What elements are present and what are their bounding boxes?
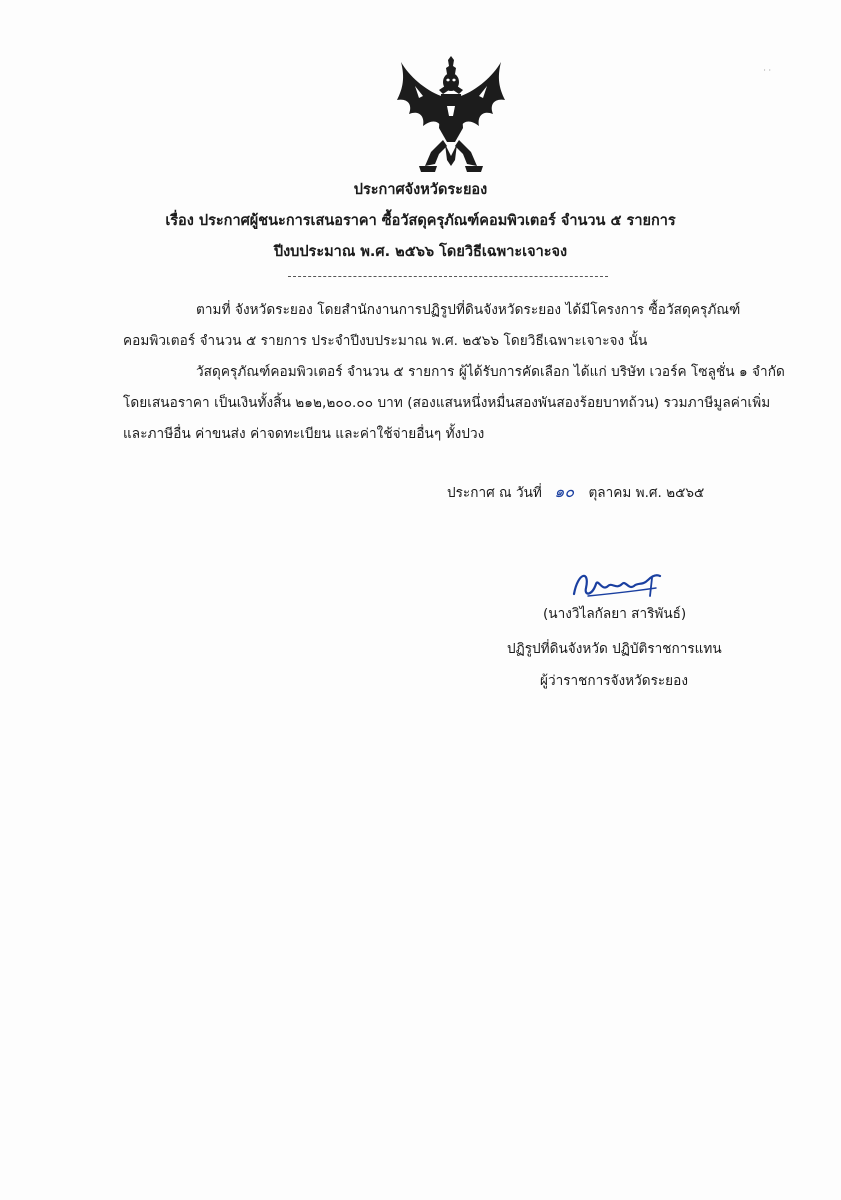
body-paragraph-2-line-2: โดยเสนอราคา เป็นเงินทั้งสิ้น ๒๑๒,๒๐๐.๐๐ บาท (สองแสนหนึ่งหมื่นสองพันสองร้อยบาทถ้วน) รวมภาษีมูลค่าเพิ่ม <box>123 395 771 411</box>
date-prefix: ประกาศ ณ วันที่ <box>447 485 542 501</box>
announcement-subject-line2: ปีงบประมาณ พ.ศ. ๒๕๖๖ โดยวิธีเฉพาะเจาะจง <box>273 244 568 260</box>
announcement-title: ประกาศจังหวัดระยอง <box>353 182 488 198</box>
announcement-subject: เรื่อง ประกาศผู้ชนะการเสนอราคา ซื้อวัสดุครุภัณฑ์คอมพิวเตอร์ จำนวน ๕ รายการ <box>165 213 676 229</box>
body-paragraph-2-line-1: วัสดุครุภัณฑ์คอมพิวเตอร์ จำนวน ๕ รายการ ผู้ได้รับการคัดเลือก ได้แก่ บริษัท เวอร์ค โซลูชั่น ๑ จำกัด <box>196 364 785 380</box>
handwritten-signature <box>568 566 664 604</box>
scan-speck: · · <box>763 66 771 75</box>
body-paragraph-1-line-2: คอมพิวเตอร์ จำนวน ๕ รายการ ประจำปีงบประมาณ พ.ศ. ๒๕๖๖ โดยวิธีเฉพาะเจาะจง นั้น <box>123 333 648 349</box>
date-day-handwritten: ๑๐ <box>554 482 575 501</box>
header-divider <box>288 276 608 277</box>
signatory-position-line-1: ปฏิรูปที่ดินจังหวัด ปฏิบัติราชการแทน <box>507 641 722 657</box>
body-paragraph-2-line-3: และภาษีอื่น ค่าขนส่ง ค่าจดทะเบียน และค่าใช้จ่ายอื่นๆ ทั้งปวง <box>123 426 485 442</box>
signatory-name: (นางวิไลกัลยา สาริพันธ์) <box>543 606 687 622</box>
announcement-date <box>447 480 704 505</box>
date-month-year: ตุลาคม พ.ศ. ๒๕๖๕ <box>588 485 705 501</box>
signatory-position-line-2: ผู้ว่าราชการจังหวัดระยอง <box>540 673 688 689</box>
garuda-emblem-icon <box>395 56 507 174</box>
body-paragraph-1-line-1: ตามที่ จังหวัดระยอง โดยสำนักงานการปฏิรูปที่ดินจังหวัดระยอง ได้มีโครงการ ซื้อวัสดุครุภัณฑ์ <box>196 302 741 318</box>
